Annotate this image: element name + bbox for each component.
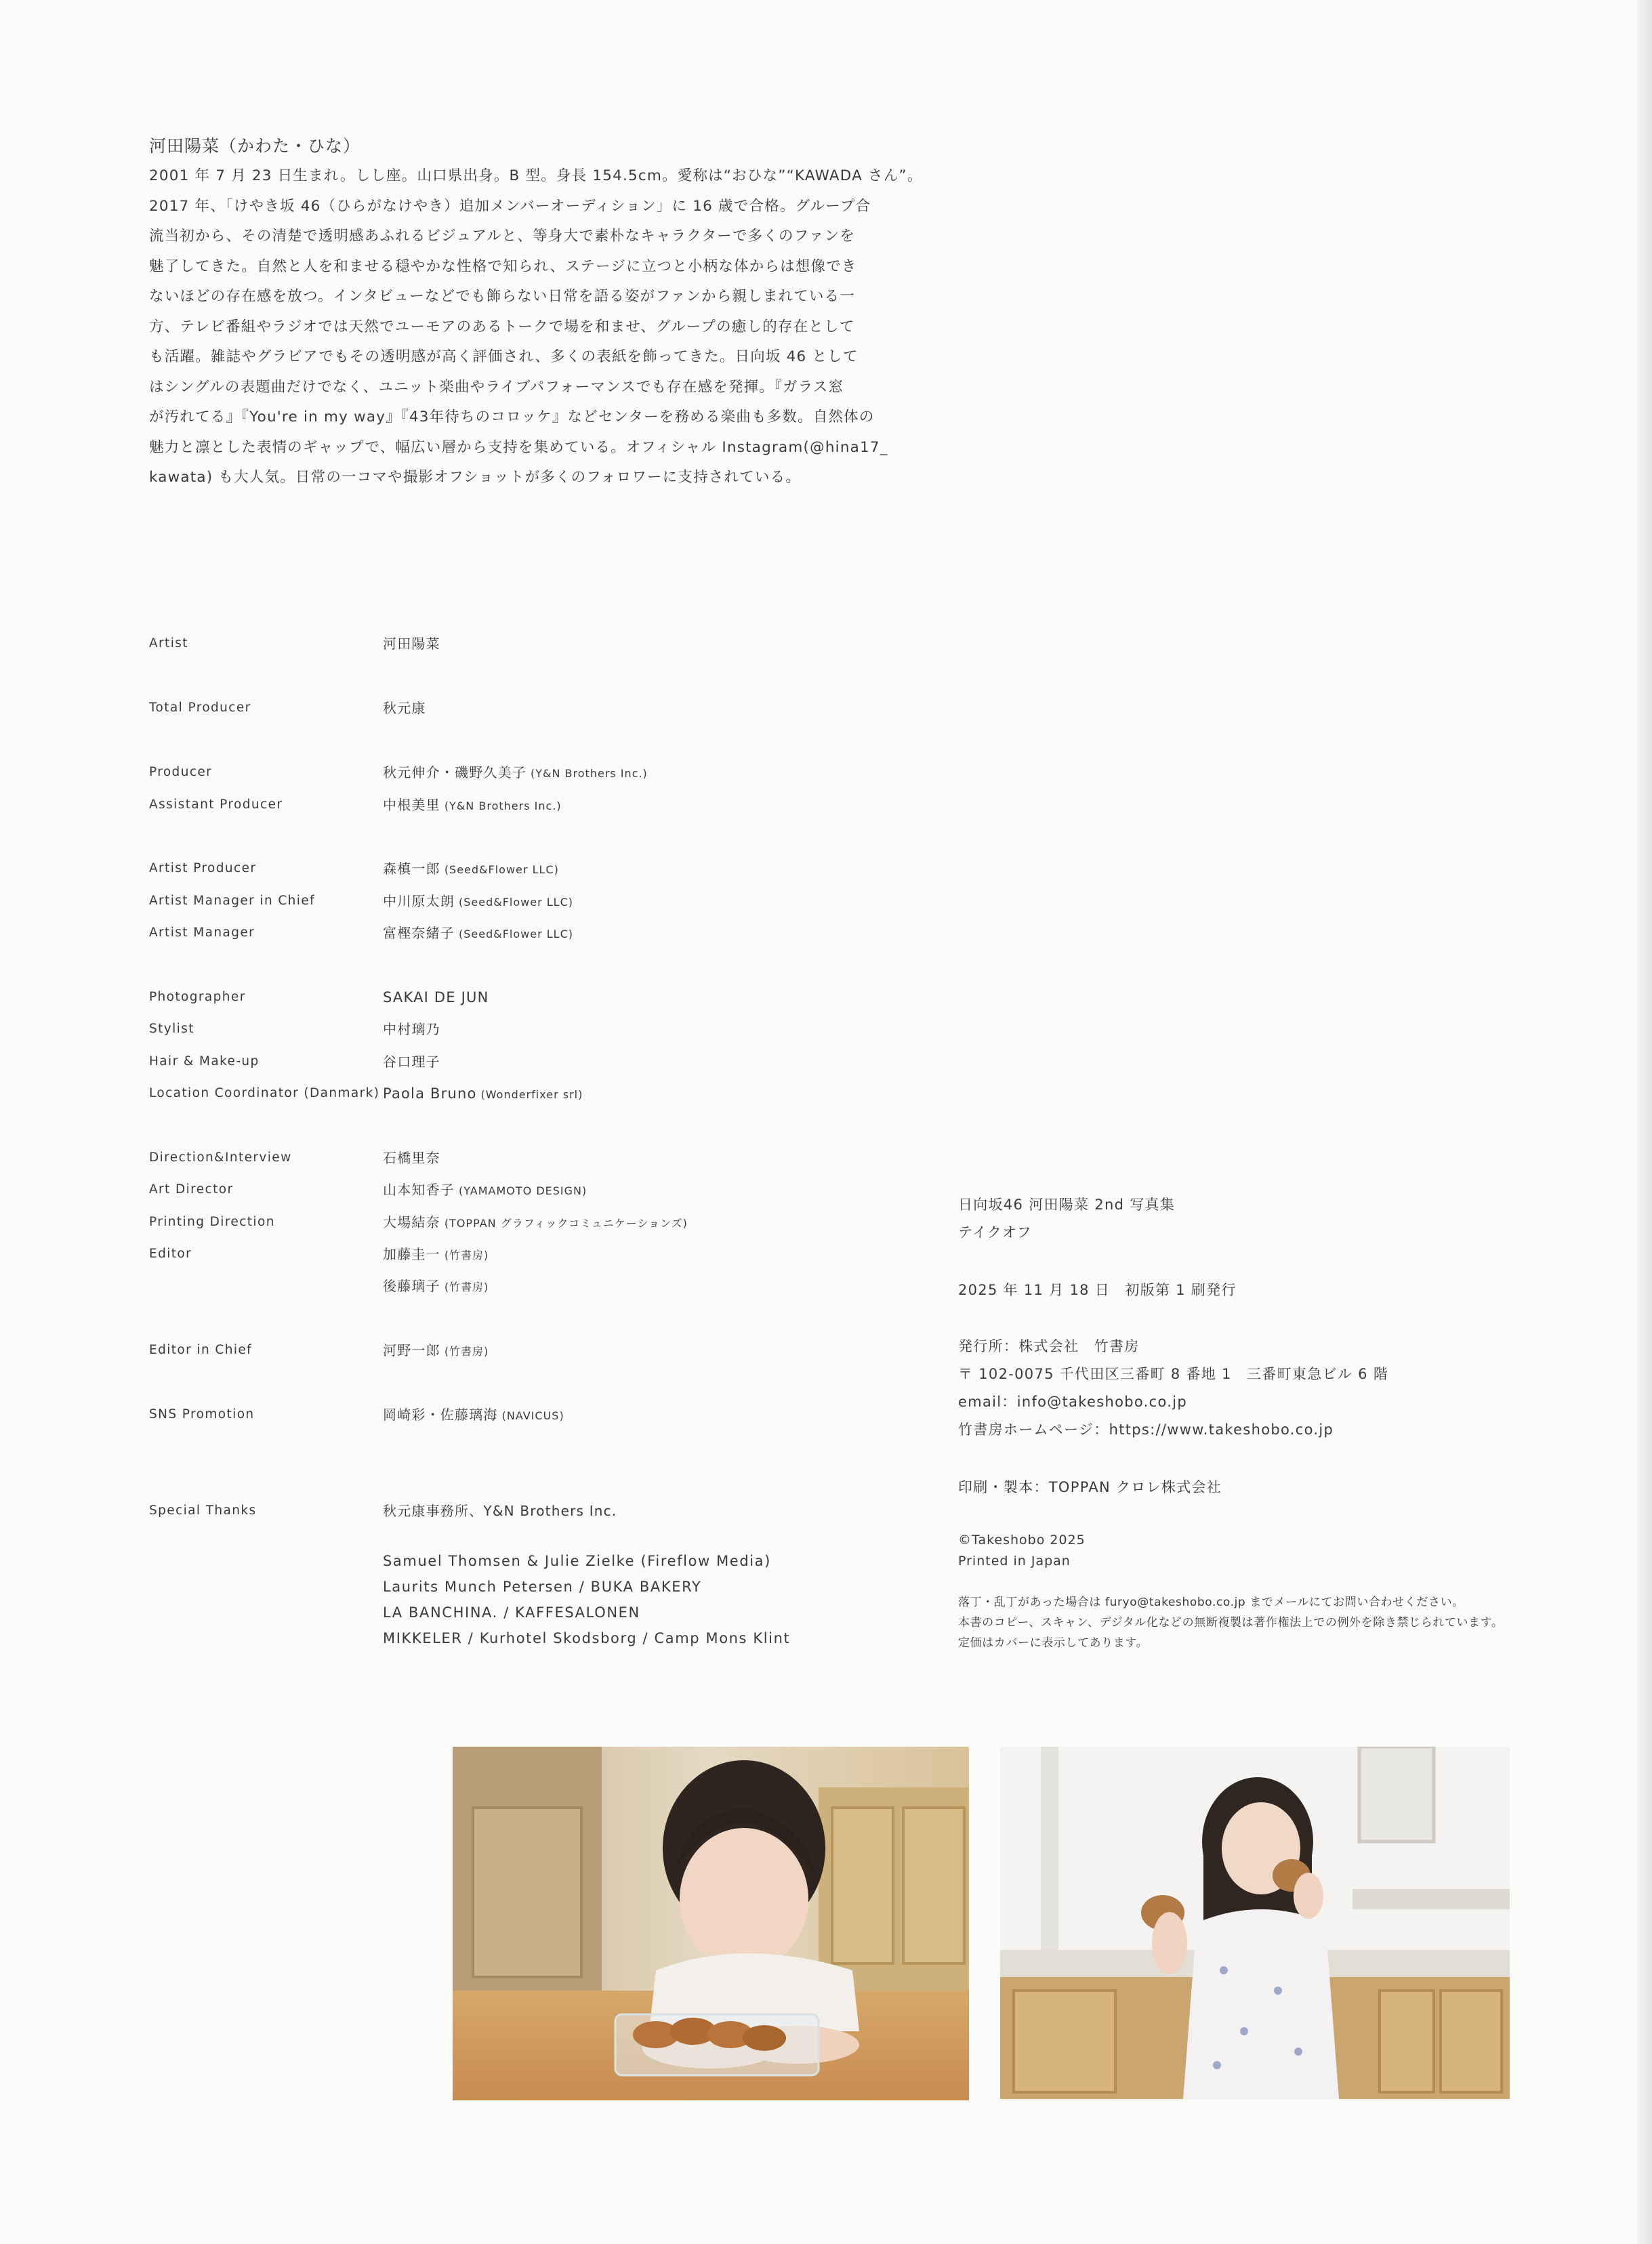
publisher-homepage: 竹書房ホームページ：https://www.takeshobo.co.jp	[958, 1421, 1334, 1438]
credit-role: Location Coordinator (Danmark)	[149, 1086, 380, 1100]
colophon-publisher-block	[958, 1333, 1388, 1444]
credit-row	[149, 1241, 867, 1268]
credit-name: 山本知香子 (YAMAMOTO DESIGN)	[383, 1182, 587, 1198]
credit-role: Special Thanks	[149, 1503, 257, 1518]
credit-role: Assistant Producer	[149, 797, 283, 812]
colophon-title-block	[958, 1191, 1175, 1247]
bio-line: も活躍。雑誌やグラビアでもその透明感が高く評価され、多くの表紙を飾ってきた。日向坂 46 として	[149, 348, 859, 365]
publisher-address: 〒 102-0075 千代田区三番町 8 番地 1 三番町東急ビル 6 階	[958, 1366, 1389, 1382]
thanks-line: LA BANCHINA. / KAFFESALONEN	[383, 1604, 640, 1621]
credit-name: 後藤璃子 (竹書房)	[383, 1278, 489, 1294]
credit-row	[149, 855, 867, 882]
credit-name: 河野一郎 (竹書房)	[383, 1342, 489, 1358]
credit-role: Art Director	[149, 1182, 234, 1197]
credit-role: Editor	[149, 1247, 192, 1261]
credit-role: Artist Manager in Chief	[149, 894, 316, 908]
page-edge	[1637, 0, 1652, 2244]
credit-name: SAKAI DE JUN	[383, 989, 489, 1005]
credit-row	[149, 1048, 867, 1075]
note-line: 本書のコピー、スキャン、デジタル化などの無断複製は著作権法上での例外を除き禁じられています。	[958, 1616, 1504, 1629]
bio-line: 方、テレビ番組やラジオでは天然でユーモアのあるトークで場を和ませ、グループの癒し的存在として	[149, 318, 855, 335]
credit-row	[149, 1176, 867, 1203]
credit-name: 森槙一郎 (Seed&Flower LLC)	[383, 860, 559, 877]
bio-line: 流当初から、その清楚で透明感あふれるビジュアルと、等身大で素朴なキャラクターで多くのファンを	[149, 228, 856, 245]
credit-name: 石橋里奈	[383, 1150, 440, 1166]
book-title: 日向坂46 河田陽菜 2nd 写真集	[958, 1197, 1176, 1213]
bio-line: ないほどの存在感を放つ。インタビューなどでも飾らない日常を語る姿がファンから親しまれている一	[149, 288, 856, 305]
publisher: 発行所：株式会社 竹書房	[958, 1338, 1140, 1354]
bio-line: 魅了してきた。自然と人を和ませる穏やかな性格で知られ、ステージに立つと小柄な体からは想像でき	[149, 257, 857, 275]
credit-row	[149, 1497, 867, 1524]
credit-name: 加藤圭一 (竹書房)	[383, 1246, 489, 1262]
credit-name: 中村璃乃	[383, 1021, 440, 1037]
credit-row	[149, 630, 867, 657]
credit-name: 秋元伸介・磯野久美子 (Y&N Brothers Inc.)	[383, 764, 648, 781]
printer: 印刷・製本：TOPPAN クロレ株式会社	[958, 1479, 1222, 1495]
colophon-copyright-block	[958, 1530, 1086, 1572]
credit-row	[149, 1401, 867, 1428]
credit-row	[149, 919, 867, 947]
credit-role: Hair & Make-up	[149, 1054, 260, 1068]
colophon-printing-block	[958, 1474, 1222, 1501]
credit-row	[149, 1144, 867, 1171]
credit-row	[149, 1337, 867, 1364]
credit-role: Artist Producer	[149, 861, 257, 875]
note-line: 落丁・乱丁があった場合は furyo@takeshobo.co.jp までメールにてお問い合わせください。	[958, 1596, 1464, 1609]
credit-row	[149, 1272, 867, 1300]
credit-row	[149, 759, 867, 786]
artist-biography	[149, 134, 923, 493]
credit-role: Artist	[149, 636, 188, 650]
credit-role: Artist Manager	[149, 926, 255, 940]
credit-role: Total Producer	[149, 701, 251, 715]
bio-line: 魅力と凛とした表情のギャップで、幅広い層から支持を集めている。オフィシャル Instagram(@hina17_	[149, 438, 888, 456]
thanks-line: Samuel Thomsen & Julie Zielke (Fireflow Media)	[383, 1553, 771, 1569]
credit-role: SNS Promotion	[149, 1407, 255, 1421]
credit-role: Photographer	[149, 990, 246, 1004]
credit-name: 中川原太朗 (Seed&Flower LLC)	[383, 893, 573, 909]
credit-row	[149, 791, 867, 818]
bio-line: が汚れてる』『You're in my way』『43年待ちのコロッケ』などセンターを務める楽曲も多数。自然体の	[149, 409, 875, 425]
special-thanks-list	[383, 1548, 790, 1651]
bio-line: 2001 年 7 月 23 日生まれ。しし座。山口県出身。B 型。身長 154.5cm。愛称は“おひな”“KAWADA さん”。	[149, 167, 923, 184]
credit-row	[149, 1209, 867, 1236]
publication-date: 2025 年 11 月 18 日 初版第 1 刷発行	[958, 1282, 1237, 1298]
credit-row	[149, 694, 867, 722]
credit-role: Editor in Chief	[149, 1343, 253, 1357]
credit-row	[149, 984, 867, 1011]
credit-name: 中根美里 (Y&N Brothers Inc.)	[383, 797, 562, 813]
credit-name: 秋元康	[383, 700, 426, 716]
thanks-line: MIKKELER / Kurhotel Skodsborg / Camp Mons Klint	[383, 1630, 791, 1646]
credit-name: 富樫奈緒子 (Seed&Flower LLC)	[383, 925, 573, 941]
credit-row	[149, 888, 867, 915]
book-subtitle: テイクオフ	[958, 1224, 1032, 1241]
printed-in: Printed in Japan	[958, 1554, 1071, 1568]
bio-line: はシングルの表題曲だけでなく、ユニット楽曲やライブパフォーマンスでも存在感を発揮。『ガラス窓	[149, 378, 844, 396]
publisher-email: email：info@takeshobo.co.jp	[958, 1394, 1187, 1410]
credit-name: 河田陽菜	[383, 636, 440, 652]
colophon-notes	[958, 1592, 1504, 1653]
copyright: ©Takeshobo 2025	[958, 1533, 1086, 1547]
credit-row	[149, 1080, 867, 1107]
note-line: 定価はカバーに表示してあります。	[958, 1636, 1149, 1650]
bio-line: kawata) も大人気。日常の一コマや撮影オフショットが多くのフォロワーに支持されている。	[149, 469, 802, 486]
credit-role: Producer	[149, 765, 213, 779]
photo-croquettes-table	[453, 1747, 969, 2100]
thanks-line: Laurits Munch Petersen / BUKA BAKERY	[383, 1579, 702, 1595]
credit-name: 秋元康事務所、Y&N Brothers Inc.	[383, 1503, 617, 1519]
credit-role: Direction&Interview	[149, 1150, 292, 1165]
credit-name: 谷口理子	[383, 1054, 440, 1070]
credit-row	[149, 1016, 867, 1043]
credit-name: 大場結奈 (TOPPAN グラフィックコミュニケーションズ)	[383, 1214, 688, 1230]
photo-kitchen-eating	[1000, 1747, 1510, 2099]
credit-name: Paola Bruno (Wonderfixer srl)	[383, 1085, 583, 1102]
credit-name: 岡崎彩・佐藤璃海 (NAVICUS)	[383, 1407, 564, 1423]
bio-title: 河田陽菜（かわた・ひな）	[149, 136, 361, 156]
colophon-date-block	[958, 1276, 1237, 1304]
credit-role: Stylist	[149, 1022, 194, 1036]
bio-line: 2017 年、「けやき坂 46（ひらがなけやき）追加メンバーオーディション」に 16 歳で合格。グループ合	[149, 197, 871, 215]
credit-role: Printing Direction	[149, 1215, 275, 1229]
